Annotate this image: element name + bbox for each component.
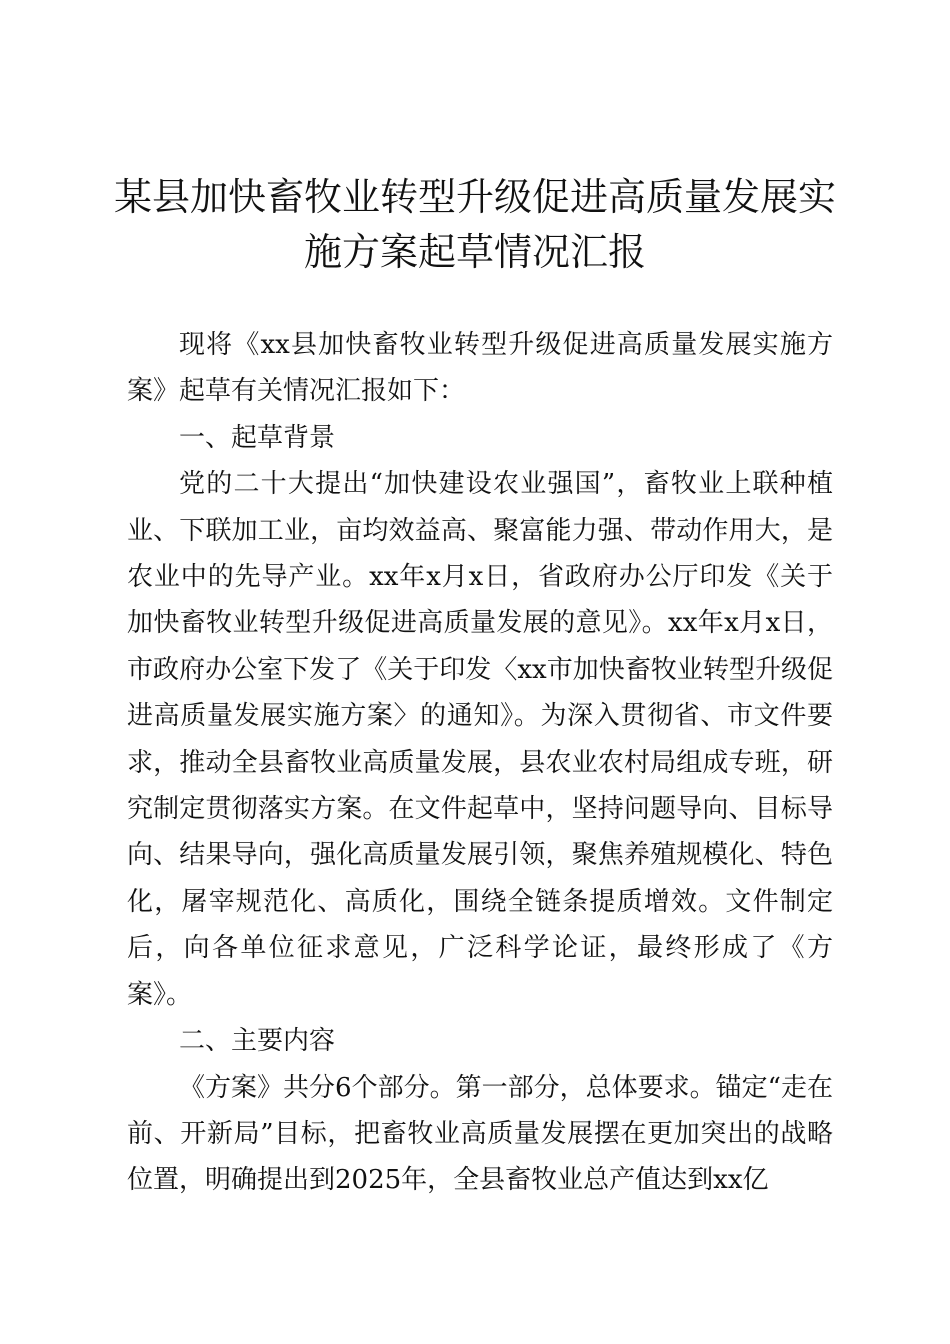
intro-paragraph: 现将《xx县加快畜牧业转型升级促进高质量发展实施方案》起草有关情况汇报如下： <box>127 330 833 407</box>
background-paragraph: 党的二十大提出“加快建设农业强国”，畜牧业上联种植业、下联加工业，亩均效益高、聚富能力强、带动作用大，是农业中的先导产业。xx年x月x日，省政府办公厅印发《关于加快畜牧业转型升级促进高质量发展的意见》。xx年x月x日，市政府办公室下发了《关于印发〈xx市加快畜牧业转型升级促进高质量发展实施方案〉的通知》。为深入贯彻省、市文件要求，推动全县畜牧业高质量发展，县农业农村局组成专班，研究制定贯彻落实方案。在文件起草中，坚持问题导向、目标导向、结果导向，强化高质量发展引领，聚焦养殖规模化、特色化，屠宰规范化、高质化，围绕全链条提质增效。文件制定后，向各单位征求意见，广泛科学论证，最终形成了《方案》。 <box>127 469 833 1010</box>
document-title: 某县加快畜牧业转型升级促进高质量发展实施方案起草情况汇报 <box>113 175 836 274</box>
main-content-paragraph: 《方案》共分6个部分。第一部分，总体要求。锚定“走在前、开新局”目标，把畜牧业高质量发展摆在更加突出的战略位置，明确提出到2025年，全县畜牧业总产值达到xx亿 <box>127 1072 833 1196</box>
section-heading-background: 一、起草背景 <box>179 422 336 453</box>
section-heading-main-content: 二、主要内容 <box>179 1026 336 1057</box>
document-body <box>127 322 833 1204</box>
